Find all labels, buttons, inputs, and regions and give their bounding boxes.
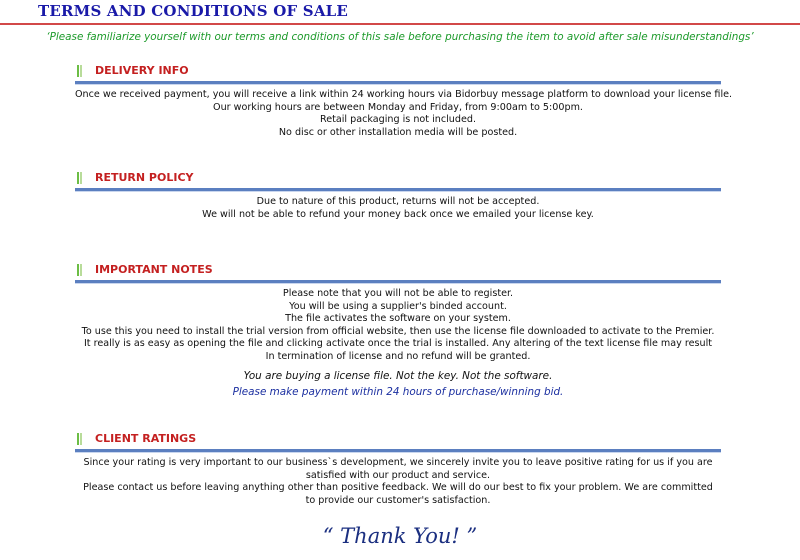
license-emphasis: You are buying a license file. Not the key. Not the software. bbox=[243, 369, 553, 382]
section-body bbox=[75, 196, 721, 221]
section-divider bbox=[75, 449, 721, 452]
section-bullet-icon bbox=[77, 65, 82, 77]
body-line: You will be using a supplier's binded account. bbox=[289, 300, 507, 312]
section-title: IMPORTANT NOTES bbox=[95, 263, 213, 276]
section-body bbox=[75, 288, 721, 399]
body-line: The file activates the software on your system. bbox=[285, 313, 511, 325]
body-line: To use this you need to install the trial version from official website, then use the license file downloaded to activate to the Premier. bbox=[81, 325, 715, 337]
body-line: Our working hours are between Monday and Friday, from 9:00am to 5:00pm. bbox=[213, 101, 583, 113]
section-header bbox=[75, 63, 721, 83]
section-header bbox=[75, 170, 721, 190]
body-line: Please contact us before leaving anything other than positive feedback. We will do our best to fix your problem. We are committed bbox=[83, 482, 713, 494]
thank-you-message: “ Thank You! ” bbox=[322, 524, 478, 548]
section-body bbox=[75, 89, 733, 139]
payment-note: Please make payment within 24 hours of purchase/winning bid. bbox=[232, 386, 564, 399]
body-line: It really is as easy as opening the file and clicking activate once the trial is installed. Any altering of the text license file may result bbox=[83, 338, 713, 350]
section-header bbox=[75, 262, 721, 282]
section-delivery-info bbox=[75, 63, 733, 138]
body-line: Retail packaging is not included. bbox=[319, 114, 476, 126]
section-return-policy bbox=[75, 170, 721, 220]
body-line: In termination of license and no refund will be granted. bbox=[265, 350, 531, 362]
section-title: DELIVERY INFO bbox=[95, 64, 189, 77]
title-bar bbox=[0, 0, 800, 24]
section-header bbox=[75, 431, 721, 451]
title-divider bbox=[0, 23, 800, 25]
body-line: Please note that you will not be able to register. bbox=[282, 288, 514, 299]
body-line: Since your rating is very important to our business`s development, we sincerely invite you to leave positive rating for us if you are bbox=[83, 457, 713, 468]
section-important-notes bbox=[75, 262, 721, 399]
body-line: We will not be able to refund your money back once we emailed your license key. bbox=[202, 208, 594, 220]
section-bullet-icon bbox=[77, 172, 82, 184]
section-divider bbox=[75, 188, 721, 191]
section-bullet-icon bbox=[77, 264, 82, 276]
body-line: Once we received payment, you will receive a link within 24 working hours via Bidorbuy message platform to download your license file. bbox=[75, 89, 733, 100]
section-title: RETURN POLICY bbox=[95, 171, 194, 184]
body-line: to provide our customer's satisfaction. bbox=[305, 494, 491, 506]
body-line: Due to nature of this product, returns will not be accepted. bbox=[256, 196, 540, 207]
section-title: CLIENT RATINGS bbox=[95, 432, 197, 445]
body-line: satisfied with our product and service. bbox=[305, 469, 491, 481]
section-divider bbox=[75, 81, 721, 84]
page-title: TERMS AND CONDITIONS OF SALE bbox=[38, 2, 349, 20]
section-body bbox=[75, 457, 721, 507]
section-client-ratings bbox=[75, 431, 721, 506]
intro-note: ‘Please familiarize yourself with our terms and conditions of this sale before purchasing the item to avoid after sale misunderstandings’ bbox=[46, 31, 754, 43]
body-line: No disc or other installation media will be posted. bbox=[278, 126, 518, 138]
section-bullet-icon bbox=[77, 433, 82, 445]
section-divider bbox=[75, 280, 721, 283]
